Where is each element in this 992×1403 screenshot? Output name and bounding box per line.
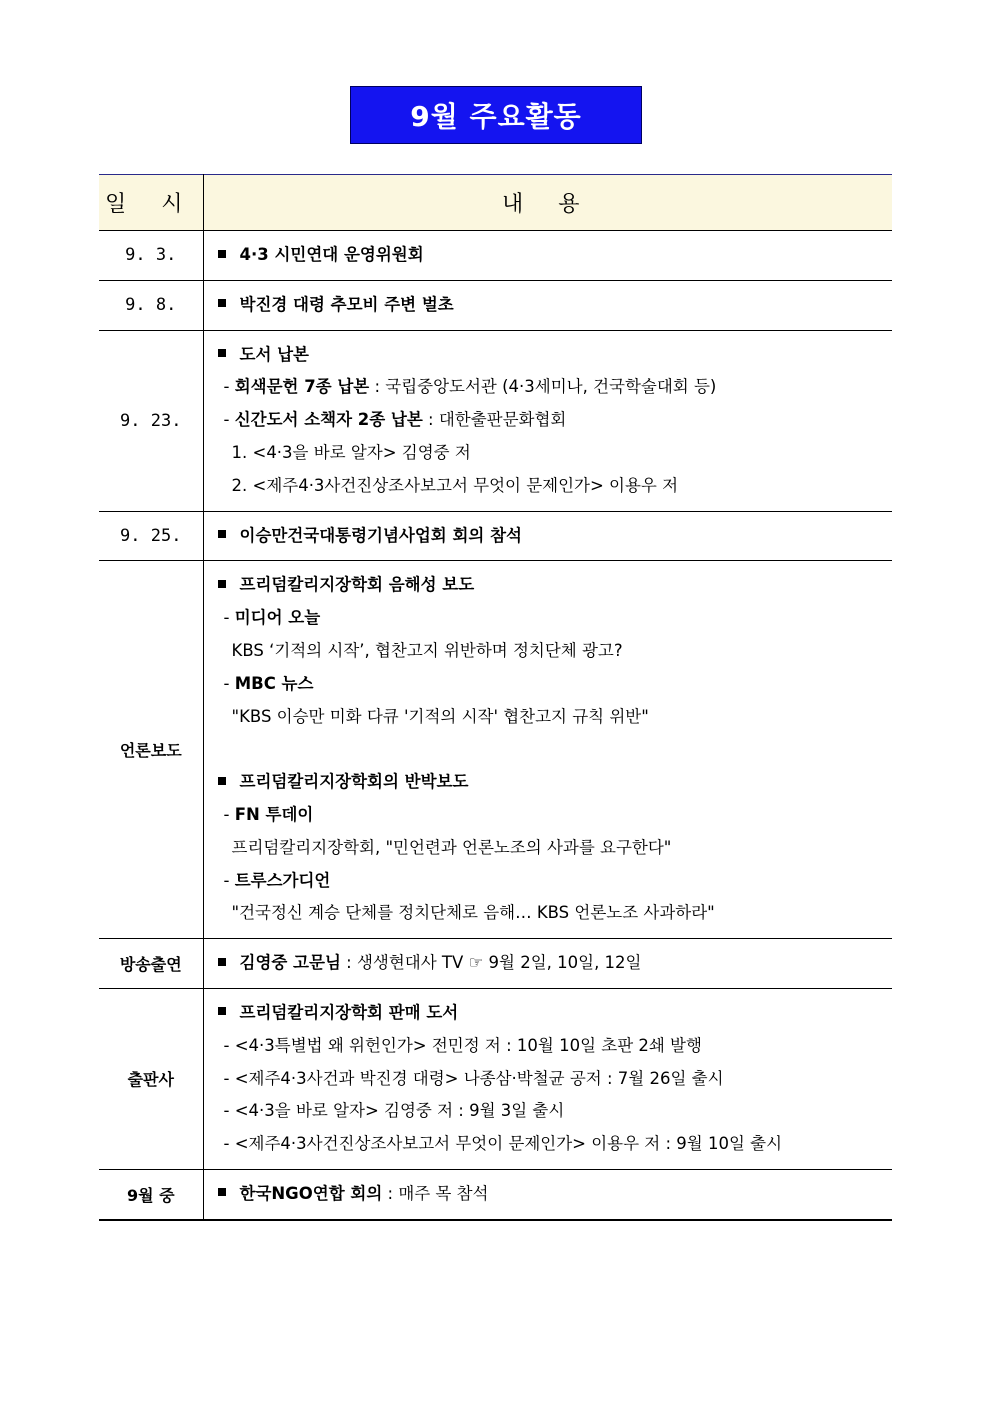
table-row [99, 561, 892, 939]
page-title-box [350, 86, 642, 144]
header-date: 일 시 [99, 175, 203, 231]
dash-marker: - [223, 1068, 235, 1088]
square-bullet-icon [218, 299, 226, 307]
bullet-line [218, 239, 893, 272]
dash-marker: - [223, 1134, 235, 1154]
table-row [99, 280, 892, 330]
square-bullet-icon [218, 1007, 226, 1015]
table-row [99, 1169, 892, 1219]
bullet-line [218, 289, 893, 322]
line-text: KBS ‘기적의 시작’, 협찬고지 위반하며 정치단체 광고? [231, 640, 623, 660]
headline-text [218, 832, 893, 865]
row-content [203, 939, 892, 989]
dash-marker: - [223, 673, 235, 693]
line-text: 2. <제주4·3사건진상조사보고서 무엇이 문제인가> 이용우 저 [231, 475, 679, 495]
line-bold-text: MBC 뉴스 [234, 673, 314, 693]
line-text: : 매주 목 참석 [382, 1183, 489, 1203]
square-bullet-icon [218, 530, 226, 538]
row-content [203, 280, 892, 330]
line-bold-text: 이승만건국대통령기념사업회 회의 참석 [239, 525, 522, 545]
line-bold-text: 회색문헌 7종 납본 [234, 377, 370, 397]
bullet-line [218, 766, 893, 799]
row-date: 9. 8. [99, 280, 203, 330]
bullet-line [218, 1178, 893, 1211]
bullet-line [218, 520, 893, 553]
headline-text [218, 897, 893, 930]
dash-line [218, 1128, 893, 1161]
line-text: <4·3특별법 왜 위헌인가> 전민정 저 : 10월 10일 초판 2쇄 발행 [234, 1035, 702, 1055]
row-date: 9. 23. [99, 330, 203, 511]
dash-marker: - [223, 1101, 235, 1121]
line-text: 1. <4·3을 바로 알자> 김영중 저 [231, 442, 471, 462]
line-bold-text: 프리덤칼리지장학회의 반박보도 [239, 772, 469, 792]
row-date: 출판사 [99, 988, 203, 1169]
line-bold-text: 프리덤칼리지장학회 판매 도서 [239, 1002, 459, 1022]
table-row [99, 511, 892, 561]
page-title: 9월 주요활동 [410, 100, 582, 133]
square-bullet-icon [218, 580, 226, 588]
line-bold-text: 한국NGO연합 회의 [239, 1183, 383, 1203]
dash-line [218, 1095, 893, 1128]
line-bold-text: 도서 납본 [239, 344, 310, 364]
dash-marker: - [223, 1035, 235, 1055]
table-header-row [99, 175, 892, 231]
line-bold-text: FN 투데이 [234, 804, 314, 824]
line-text: <제주4·3사건과 박진경 대령> 나종삼·박철균 공저 : 7월 26일 출시 [234, 1068, 724, 1088]
activity-table [99, 174, 892, 1221]
line-text: "건국정신 계승 단체를 정치단체로 음해… KBS 언론노조 사과하라" [231, 903, 715, 923]
line-text: 프리덤칼리지장학회, "민언련과 언론노조의 사과를 요구한다" [231, 837, 672, 857]
dash-line [218, 404, 893, 437]
line-text: : 국립중앙도서관 (4·3세미나, 건국학술대회 등) [369, 377, 717, 397]
row-date: 언론보도 [99, 561, 203, 939]
bullet-line [218, 997, 893, 1030]
dash-marker: - [223, 608, 235, 628]
dash-line [218, 1030, 893, 1063]
line-bold-text: 프리덤칼리지장학회 음해성 보도 [239, 575, 475, 595]
line-text: : 대한출판문화협회 [422, 410, 567, 430]
dash-line [218, 668, 893, 701]
line-bold-text: 트루스가디언 [234, 870, 331, 890]
line-text: "KBS 이승만 미화 다큐 '기적의 시작' 협찬고지 규칙 위반" [231, 706, 649, 726]
row-content [203, 330, 892, 511]
line-text: : 생생현대사 TV ☞ 9월 2일, 10일, 12일 [340, 953, 642, 973]
dash-line [218, 865, 893, 898]
dash-marker: - [223, 410, 235, 430]
bullet-line [218, 339, 893, 372]
square-bullet-icon [218, 777, 226, 785]
dash-marker: - [223, 804, 235, 824]
dash-line [218, 602, 893, 635]
table-row [99, 988, 892, 1169]
dash-line [218, 371, 893, 404]
line-bold-text: 김영중 고문님 [239, 953, 341, 973]
numbered-item [218, 437, 893, 470]
numbered-item [218, 470, 893, 503]
square-bullet-icon [218, 250, 226, 258]
dash-marker: - [223, 377, 235, 397]
dash-line [218, 799, 893, 832]
row-date: 9. 25. [99, 511, 203, 561]
line-bold-text: 박진경 대령 추모비 주변 벌초 [239, 294, 454, 314]
table-row [99, 939, 892, 989]
bullet-line [218, 569, 893, 602]
dash-line [218, 1063, 893, 1096]
bullet-line [218, 947, 893, 980]
headline-text [218, 701, 893, 734]
line-bold-text: 신간도서 소책자 2종 납본 [234, 410, 423, 430]
square-bullet-icon [218, 349, 226, 357]
row-content [203, 231, 892, 281]
row-content [203, 561, 892, 939]
row-date: 방송출연 [99, 939, 203, 989]
row-content [203, 988, 892, 1169]
square-bullet-icon [218, 958, 226, 966]
row-date: 9월 중 [99, 1169, 203, 1219]
row-content [203, 511, 892, 561]
line-bold-text: 4·3 시민연대 운영위원회 [239, 245, 424, 264]
table-row [99, 330, 892, 511]
dash-marker: - [223, 870, 235, 890]
square-bullet-icon [218, 1188, 226, 1196]
line-text: <제주4·3사건진상조사보고서 무엇이 문제인가> 이용우 저 : 9월 10일 출시 [234, 1134, 783, 1154]
line-bold-text: 미디어 오늘 [234, 608, 321, 628]
spacer-line [218, 733, 893, 766]
row-date: 9. 3. [99, 231, 203, 281]
line-text: <4·3을 바로 알자> 김영중 저 : 9월 3일 출시 [234, 1101, 565, 1121]
header-content: 내 용 [203, 175, 892, 231]
table-row [99, 231, 892, 281]
headline-text [218, 635, 893, 668]
row-content [203, 1169, 892, 1219]
